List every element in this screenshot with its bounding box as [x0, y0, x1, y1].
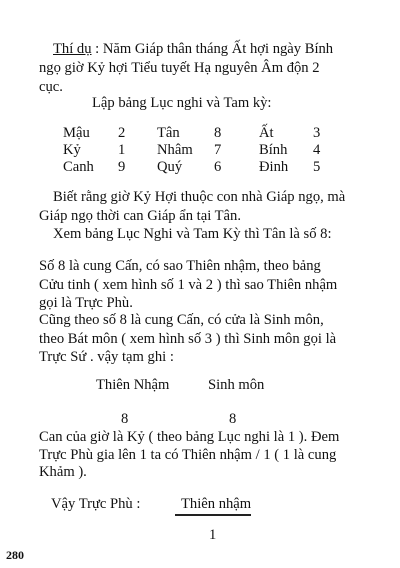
para3-line-5: theo Bát môn ( xem hình số 3 ) thì Sinh môn gọi là	[39, 331, 337, 347]
table-cell-number: 3	[313, 125, 321, 141]
fraction-denominator: 1	[209, 527, 217, 543]
table-cell-number: 5	[313, 159, 321, 175]
example-line-1-text: : Năm Giáp thân tháng Ất hợi ngày Bính	[91, 41, 334, 57]
para4-line-1: Can của giờ là Kỷ ( theo bảng Lục nghi là 1 ). Đem	[39, 429, 340, 445]
example-line-3: cục.	[39, 79, 63, 95]
table-cell-number: 6	[214, 159, 222, 175]
table-cell-number: 9	[118, 159, 126, 175]
table-cell-number: 8	[214, 125, 222, 141]
table-cell-name: Nhâm	[157, 142, 193, 158]
para1-line-1: Biết rằng giờ Kỷ Hợi thuộc con nhà Giáp ngọ, mà	[53, 189, 346, 205]
para2-line: Xem bảng Lục Nghi và Tam Kỳ thì Tân là số 8:	[53, 226, 332, 242]
table-cell-name: Đinh	[259, 159, 289, 175]
page-number: 280	[6, 548, 24, 562]
example-line-1	[53, 40, 333, 59]
table-cell-name: Kỷ	[63, 142, 81, 158]
table-title: Lập bảng Lục nghi và Tam kỳ:	[92, 95, 272, 111]
example-line-2: ngọ giờ Kỷ hợi Tiểu tuyết Hạ nguyên Âm độn 2	[39, 60, 320, 76]
example-label: Thí dụ	[53, 41, 92, 57]
table-cell-number: 2	[118, 125, 126, 141]
record-left-value: 8	[121, 411, 129, 427]
table-cell-name: Tân	[157, 125, 180, 141]
table-cell-name: Quý	[157, 159, 183, 175]
table-cell-name: Bính	[259, 142, 288, 158]
para3-line-2: Cửu tinh ( xem hình số 1 và 2 ) thì sao Thiên nhậm	[39, 277, 338, 293]
fraction-numerator: Thiên nhậm	[181, 496, 252, 512]
para3-line-3: gọi là Trực Phù.	[39, 295, 133, 311]
para3-line-6: Trực Sứ . vậy tạm ghi :	[39, 349, 174, 365]
para4-line-3: Khảm ).	[39, 464, 87, 480]
para4-line-2: Trực Phù gia lên 1 ta có Thiên nhậm / 1 ( 1 là cung	[39, 447, 337, 463]
conclusion-label: Vậy Trực Phù :	[51, 496, 141, 512]
record-right-label: Sinh môn	[208, 377, 265, 393]
fraction-bar	[175, 514, 251, 516]
table-cell-number: 7	[214, 142, 222, 158]
para1-line-2: Giáp ngọ thời can Giáp ẩn tại Tân.	[39, 208, 241, 224]
para3-line-1: Số 8 là cung Cấn, có sao Thiên nhậm, theo bảng	[39, 258, 321, 274]
table-cell-name: Mậu	[63, 125, 90, 141]
table-cell-name: Ất	[259, 125, 274, 141]
table-cell-number: 1	[118, 142, 126, 158]
record-left-label: Thiên Nhậm	[96, 377, 170, 393]
record-right-value: 8	[229, 411, 237, 427]
para3-line-4: Cũng theo số 8 là cung Cấn, có cửa là Sinh môn,	[39, 312, 324, 328]
table-cell-number: 4	[313, 142, 321, 158]
table-cell-name: Canh	[63, 159, 94, 175]
